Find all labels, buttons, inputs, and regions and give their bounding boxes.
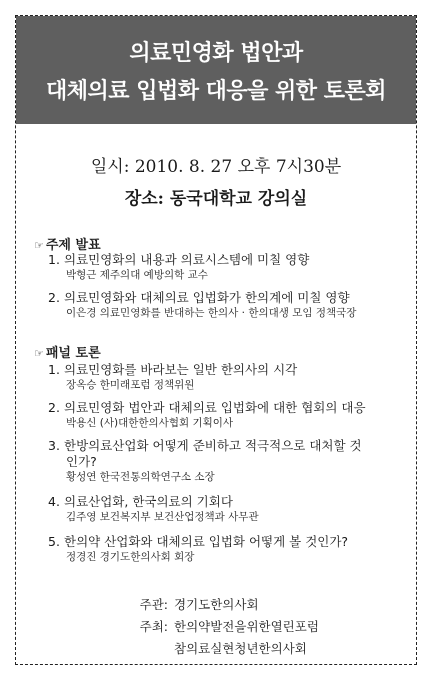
sponsor-label: 주최: bbox=[139, 619, 168, 634]
pointing-hand-icon: ☞ bbox=[34, 347, 44, 360]
event-date: 일시: 2010. 8. 27 오후 7시30분 bbox=[90, 157, 342, 177]
item-title: 한의약 산업화와 대체의료 입법화 어떻게 볼 것인가? bbox=[64, 534, 349, 549]
item-number: 3. bbox=[48, 438, 60, 453]
list-item bbox=[48, 534, 404, 565]
item-number: 2. bbox=[48, 400, 60, 415]
host-row bbox=[120, 594, 319, 616]
list-item bbox=[48, 252, 404, 283]
sponsor-row bbox=[120, 616, 319, 660]
topics-heading-label: 주제 발표 bbox=[45, 238, 101, 253]
list-item bbox=[48, 438, 404, 485]
organizers bbox=[120, 594, 319, 660]
poster-frame bbox=[15, 15, 417, 665]
sponsor-name: 한의약발전을위한열린포럼 bbox=[174, 619, 319, 634]
panel-heading-label: 패널 토론 bbox=[45, 346, 101, 361]
list-item bbox=[48, 400, 404, 431]
list-item bbox=[48, 290, 404, 321]
item-title: 의료민영화의 내용과 의료시스템에 미칠 영향 bbox=[64, 252, 310, 267]
item-speaker: 장옥승 한미래포럼 정책위원 bbox=[66, 379, 195, 391]
panel-heading bbox=[34, 342, 101, 361]
banner-title-line2: 대체의료 입법화 대응을 위한 토론회 bbox=[46, 79, 386, 104]
item-speaker: 이은경 의료민영화를 반대하는 한의사 · 한의대생 모임 정책국장 bbox=[66, 307, 357, 319]
item-title: 의료민영화와 대체의료 입법화가 한의계에 미칠 영향 bbox=[64, 290, 350, 305]
topics-heading bbox=[34, 234, 101, 253]
sponsor-name: 참의료실현청년한의사회 bbox=[174, 641, 307, 656]
item-number: 4. bbox=[48, 494, 60, 509]
item-title: 의료민영화 법안과 대체의료 입법화에 대한 협회의 대응 bbox=[64, 400, 366, 415]
host-name: 경기도한의사회 bbox=[174, 597, 259, 612]
item-title: 의료산업화, 한국의료의 기회다 bbox=[64, 494, 233, 509]
item-number: 1. bbox=[48, 252, 60, 267]
item-title: 한방의료산업화 어떻게 준비하고 적극적으로 대처할 것 bbox=[64, 438, 362, 453]
title-banner bbox=[16, 16, 416, 124]
item-number: 5. bbox=[48, 534, 60, 549]
item-speaker: 김주영 보건복지부 보건산업정책과 사무관 bbox=[66, 511, 259, 523]
pointing-hand-icon: ☞ bbox=[34, 239, 44, 252]
item-speaker: 황성연 한국전통의학연구소 소장 bbox=[66, 471, 215, 483]
host-label: 주관: bbox=[139, 597, 168, 612]
event-venue: 장소: 동국대학교 강의실 bbox=[124, 189, 308, 209]
item-speaker: 박용신 (사)대한한의사협회 기획이사 bbox=[66, 417, 234, 429]
item-number: 2. bbox=[48, 290, 60, 305]
item-title-continued: 인가? bbox=[66, 454, 97, 469]
item-speaker: 박형근 제주의대 예방의학 교수 bbox=[66, 269, 208, 281]
item-title: 의료민영화를 바라보는 일반 한의사의 시각 bbox=[64, 362, 298, 377]
item-speaker: 정경진 경기도한의사회 회장 bbox=[66, 551, 195, 563]
list-item bbox=[48, 494, 404, 525]
item-number: 1. bbox=[48, 362, 60, 377]
list-item bbox=[48, 362, 404, 393]
banner-title-line1: 의료민영화 법안과 bbox=[129, 41, 303, 66]
